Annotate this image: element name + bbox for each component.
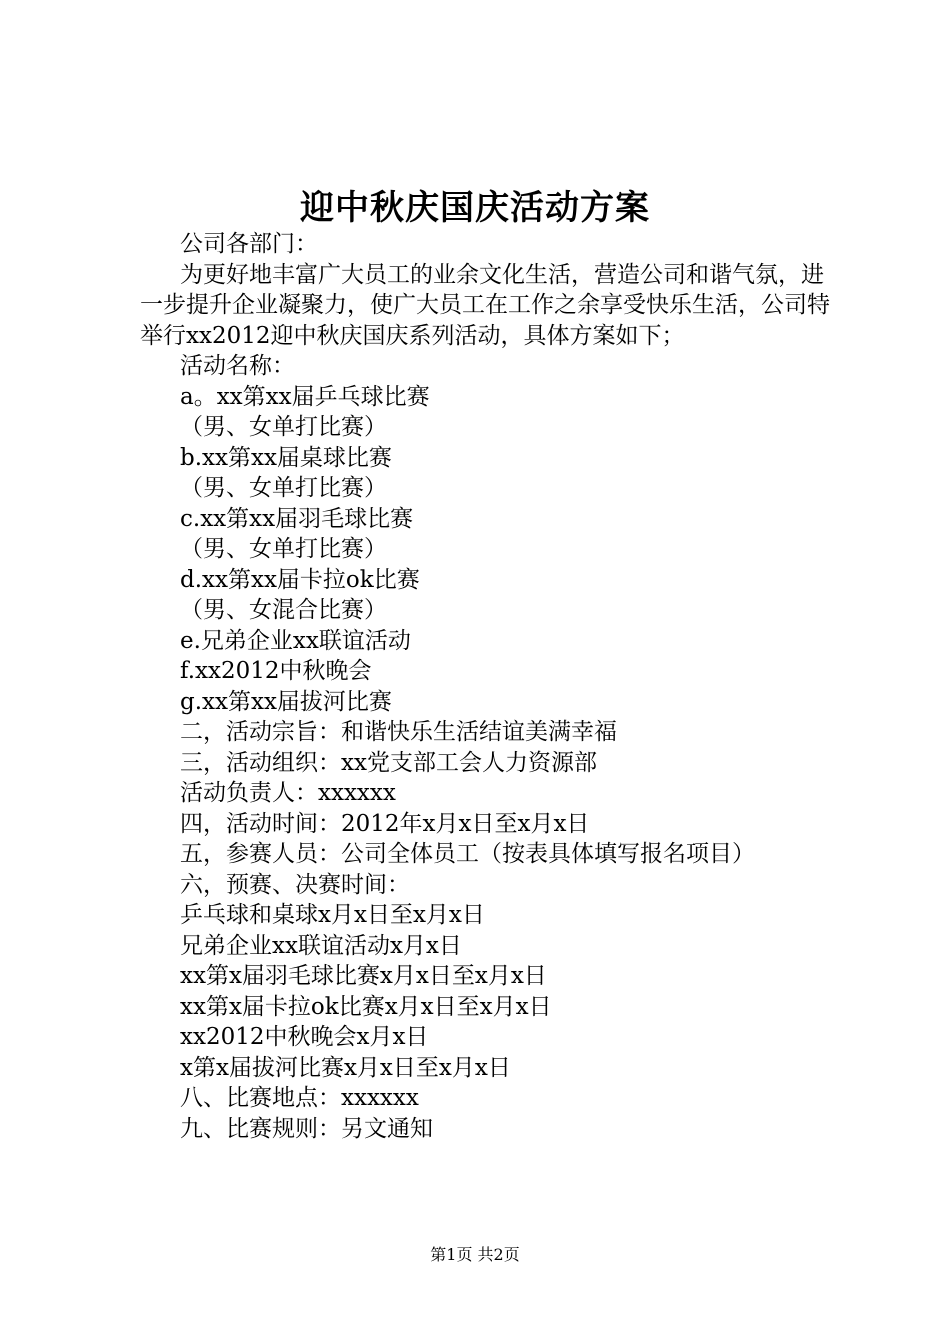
body-line: 六，预赛、决赛时间： — [180, 871, 410, 898]
document-body — [140, 229, 830, 1144]
body-line: c.xx第xx届羽毛球比赛 — [180, 505, 414, 532]
body-line: 五，参赛人员：公司全体员工（按表具体填写报名项目） — [180, 841, 755, 867]
body-line: 活动名称： — [180, 353, 295, 379]
body-line: （男、女单打比赛） — [180, 414, 387, 440]
body-line: xx第x届羽毛球比赛x月x日至x月x日 — [180, 963, 547, 989]
intro-paragraph: 为更好地丰富广大员工的业余文化生活，营造公司和谐气氛，进一步提升企业凝聚力，使广大员工在工作之余享受快乐生活，公司特举行xx2012迎中秋庆国庆系列活动，具体方案如下； — [140, 261, 830, 349]
body-line: （男、女单打比赛） — [180, 536, 387, 562]
body-line: 八、比赛地点：xxxxxx — [180, 1085, 419, 1111]
page-footer: 第1页 共2页 — [430, 1245, 520, 1264]
body-line: 三，活动组织：xx党支部工会人力资源部 — [180, 749, 597, 776]
document-title: 迎中秋庆国庆活动方案 — [300, 188, 650, 228]
body-line: xx第x届卡拉ok比赛x月x日至x月x日 — [180, 993, 552, 1020]
body-line: 九、比赛规则：另文通知 — [180, 1115, 433, 1142]
body-line: x第x届拔河比赛x月x日至x月x日 — [180, 1054, 511, 1081]
body-line: a。xx第xx届乒乓球比赛 — [180, 383, 430, 410]
body-line: g.xx第xx届拔河比赛 — [180, 688, 392, 715]
body-line: 乒乓球和桌球x月x日至x月x日 — [180, 902, 485, 928]
body-line: e.兄弟企业xx联谊活动 — [180, 627, 411, 654]
body-line: 兄弟企业xx联谊活动x月x日 — [180, 932, 462, 959]
salutation: 公司各部门： — [180, 231, 318, 257]
body-line: f.xx2012中秋晚会 — [180, 658, 372, 684]
body-line: （男、女单打比赛） — [180, 475, 387, 501]
body-line: 二，活动宗旨：和谐快乐生活结谊美满幸福 — [180, 719, 617, 745]
body-line: 活动负责人：xxxxxx — [180, 780, 396, 806]
body-line: b.xx第xx届桌球比赛 — [180, 444, 392, 471]
body-line: xx2012中秋晚会x月x日 — [180, 1024, 429, 1050]
body-line: （男、女混合比赛） — [180, 597, 387, 623]
body-line: 四，活动时间：2012年x月x日至x月x日 — [180, 810, 590, 837]
body-line: d.xx第xx届卡拉ok比赛 — [180, 566, 420, 593]
